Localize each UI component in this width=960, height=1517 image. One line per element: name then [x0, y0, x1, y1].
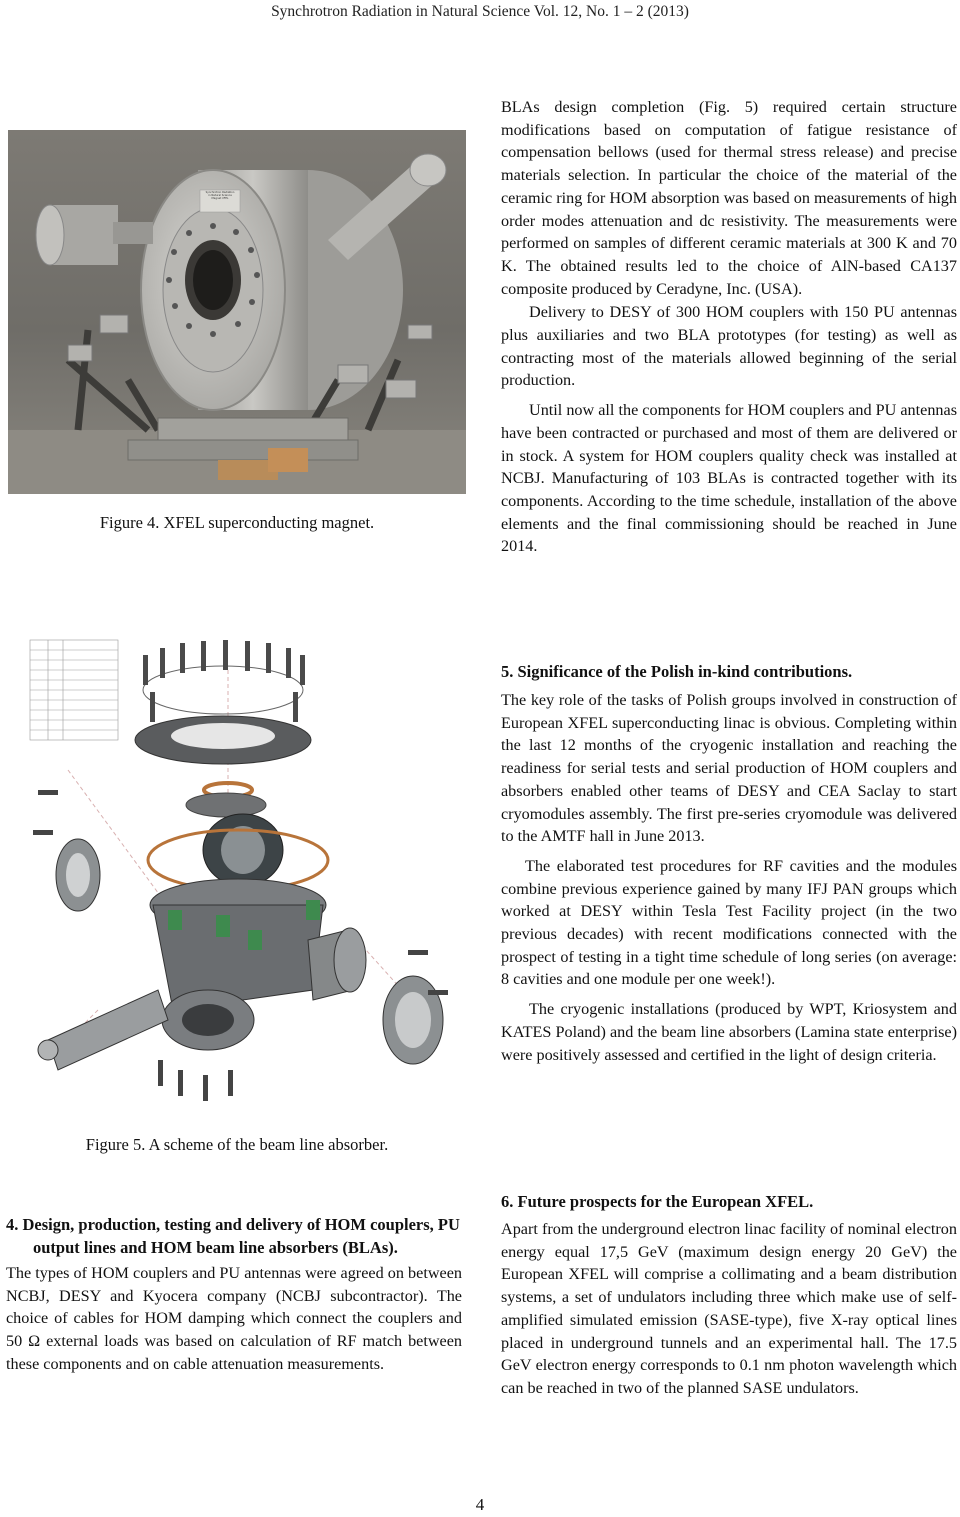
figure-5 [8, 630, 466, 1120]
paragraph-key-role: The key role of the tasks of Polish groups involved in construction of European XFEL superconducting linac is obvious. Completing within the last 12 months of the cryogenic installation and reaching the readiness for serial tests and serial production of HOM couplers and absorbers enabled other teams of DESY and CEA Saclay to start cryomodules assembly. The first pre-series cryomodule was delivered to the AMTF hall in June 2013. [501, 691, 957, 846]
paragraph-components: Until now all the components for HOM couplers and PU antennas have been contracted or purchased and most of them are delivered or in stock. A system for HOM couplers quality check was installed at NCBJ. Manufacturing of 103 BLAs is contracted together with its components. According to the time schedule, installation of the above elements and the final commissioning should be reached in June 2014. [501, 401, 957, 556]
figure-4-caption: Figure 4. XFEL superconducting magnet. [99, 513, 375, 532]
page-number: 4 [475, 1495, 485, 1514]
section-5 [501, 660, 957, 1066]
paragraph-test-procedures: The elaborated test procedures for RF cavities and the modules combine previous experience gained by many IFJ PAN groups which worked at DESY within Tesla Test Facility project (in the two previous decades) with recent modifications connected with the prospect of testing in a tight time schedule of long series (on average: 8 cavities and one module per one week!). [501, 856, 957, 989]
paragraph-hom-types: The types of HOM couplers and PU antennas were agreed on between NCBJ, DESY and Kyocera company (NCBJ subcontractor). The choice of cables for HOM damping which connect the couplers and 50 Ω external loads was based on calculation of RF match between these components and on cable attenuation measurements. [6, 1264, 462, 1373]
section-6 [501, 1190, 957, 1400]
magnet-label-plate: Synchrotron Radiation in Natural Science Magnet XFEL [205, 191, 235, 201]
figure-4 [8, 130, 466, 494]
section-4 [6, 1213, 462, 1376]
paragraph-cryogenic: The cryogenic installations (produced by WPT, Kriosystem and KATES Poland) and the beam line absorbers (Lamina state enterprise) were positively assessed and certified in the light of design criteria. [501, 1000, 957, 1064]
paragraph-delivery: Delivery to DESY of 300 HOM couplers with 150 PU antennas plus auxiliaries and two BLA prototypes (for testing) as well as contracting most of the materials allowed beginning of the serial production. [501, 303, 957, 390]
section-4-heading: 4. Design, production, testing and delivery of HOM couplers, PU output lines and HOM beam line absorbers (BLAs). [6, 1215, 460, 1257]
figure-5-caption: Figure 5. A scheme of the beam line absorber. [85, 1135, 389, 1154]
running-header: Synchrotron Radiation in Natural Science Vol. 12, No. 1 – 2 (2013) [271, 3, 689, 20]
paragraph-bla-design: BLAs design completion (Fig. 5) required certain structure modifications based on computation of fatigue resistance of compensation bellows (used for thermal stress release) and precise materials selection. In particular the choice of the material of the ceramic ring for HOM absorption was based on measurements of high order modes attenuation and dc resistivity. The measurements were performed on samples of different ceramic materials at 300 K and 70 K. The obtained results led to the choice of AlN-based CA137 composite produced by Ceradyne, Inc. (USA). [501, 98, 957, 298]
paragraph-future: Apart from the underground electron linac facility of nominal electron energy equal 17,5 GeV (maximum design energy 20 GeV) the European XFEL will comprise a collimating and a beam distribution systems, a set of undulators including three which make use of self-amplified simulated emission (SASE-type), five X-ray optical lines placed in underground tunnels and an experimental hall. The 17.5 GeV electron energy corresponds to 0.1 nm photon wavelength which can be reached in two of the planned SASE undulators. [501, 1220, 957, 1397]
section-6-heading: 6. Future prospects for the European XFEL. [501, 1192, 814, 1211]
magnet-photo [8, 130, 466, 494]
absorber-exploded-view [8, 630, 466, 1120]
section-5-heading: 5. Significance of the Polish in-kind contributions. [501, 662, 853, 681]
right-column-upper [501, 96, 957, 558]
